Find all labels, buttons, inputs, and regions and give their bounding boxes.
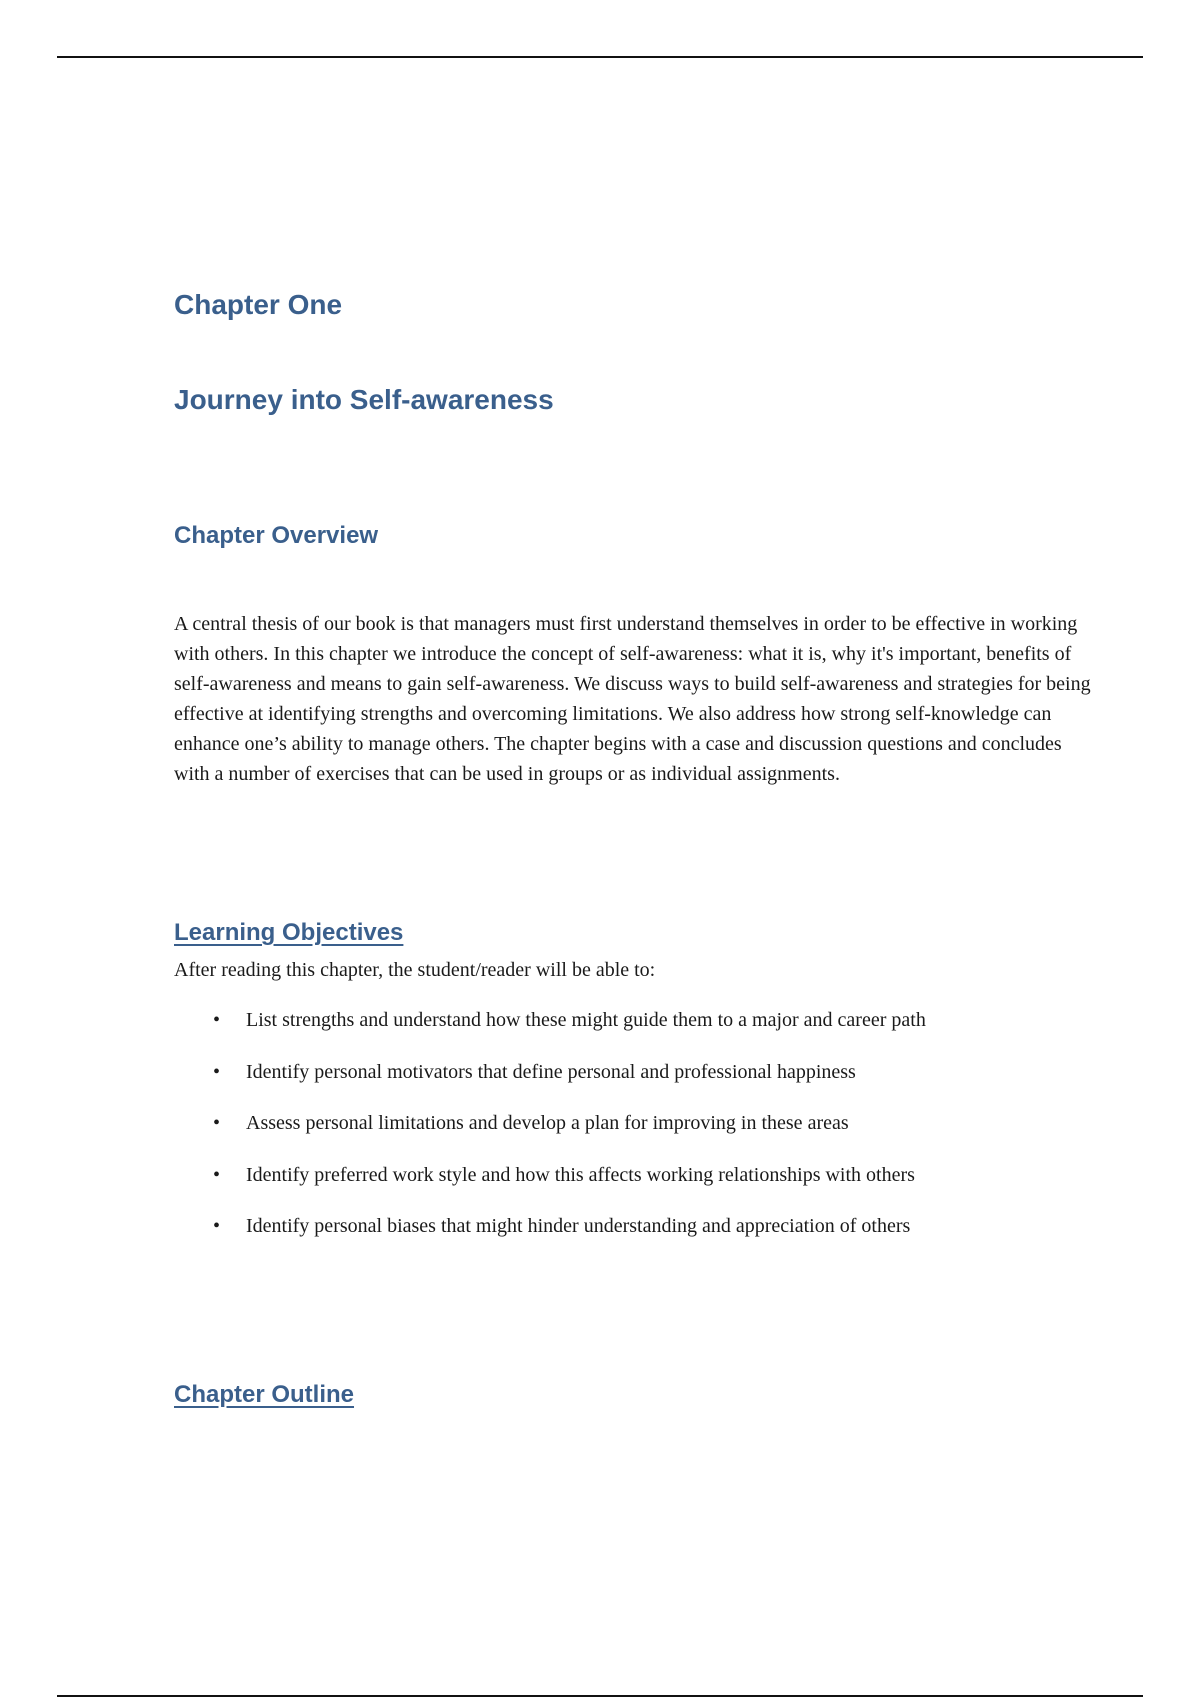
list-item	[174, 1005, 1094, 1057]
objective-text: Identify preferred work style and how this affects working relationships with others	[246, 1163, 915, 1186]
list-item	[174, 1211, 1094, 1263]
outline-heading: Chapter Outline	[174, 1381, 355, 1408]
objectives-heading: Learning Objectives	[174, 919, 404, 946]
objective-text: Assess personal limitations and develop a plan for improving in these areas	[246, 1112, 849, 1134]
overview-heading: Chapter Overview	[174, 522, 379, 549]
overview-paragraph: A central thesis of our book is that managers must first understand themselves in order to be effective in working with others. In this chapter we introduce the concept of self-awareness: what it is, why it's important, benefits of self-awareness and means to gain self-awareness. We discuss ways to build self-awareness and strategies for being effective at identifying strengths and overcoming limitations. We also address how strong self-knowledge can enhance one’s ability to manage others. The chapter begins with a case and discussion questions and concludes with a number of exercises that can be used in groups or as individual assignments.	[174, 613, 1091, 785]
bullet-icon: •	[213, 1112, 221, 1134]
list-item	[174, 1160, 1094, 1212]
chapter-title: Journey into Self-awareness	[174, 384, 554, 415]
bottom-rule	[57, 1695, 1143, 1697]
objective-text: List strengths and understand how these might guide them to a major and career path	[246, 1009, 926, 1031]
objective-text: Identify personal biases that might hinder understanding and appreciation of others	[246, 1215, 911, 1237]
bullet-icon: •	[213, 1215, 221, 1237]
list-item	[174, 1108, 1094, 1160]
bullet-icon: •	[213, 1163, 221, 1186]
objectives-list	[174, 1005, 1094, 1263]
bullet-icon: •	[213, 1009, 221, 1031]
bullet-icon: •	[213, 1060, 221, 1083]
list-item	[174, 1057, 1094, 1109]
objectives-intro: After reading this chapter, the student/reader will be able to:	[174, 959, 656, 981]
objective-text: Identify personal motivators that define personal and professional happiness	[246, 1060, 856, 1083]
top-rule	[57, 56, 1143, 58]
chapter-label: Chapter One	[174, 289, 343, 320]
